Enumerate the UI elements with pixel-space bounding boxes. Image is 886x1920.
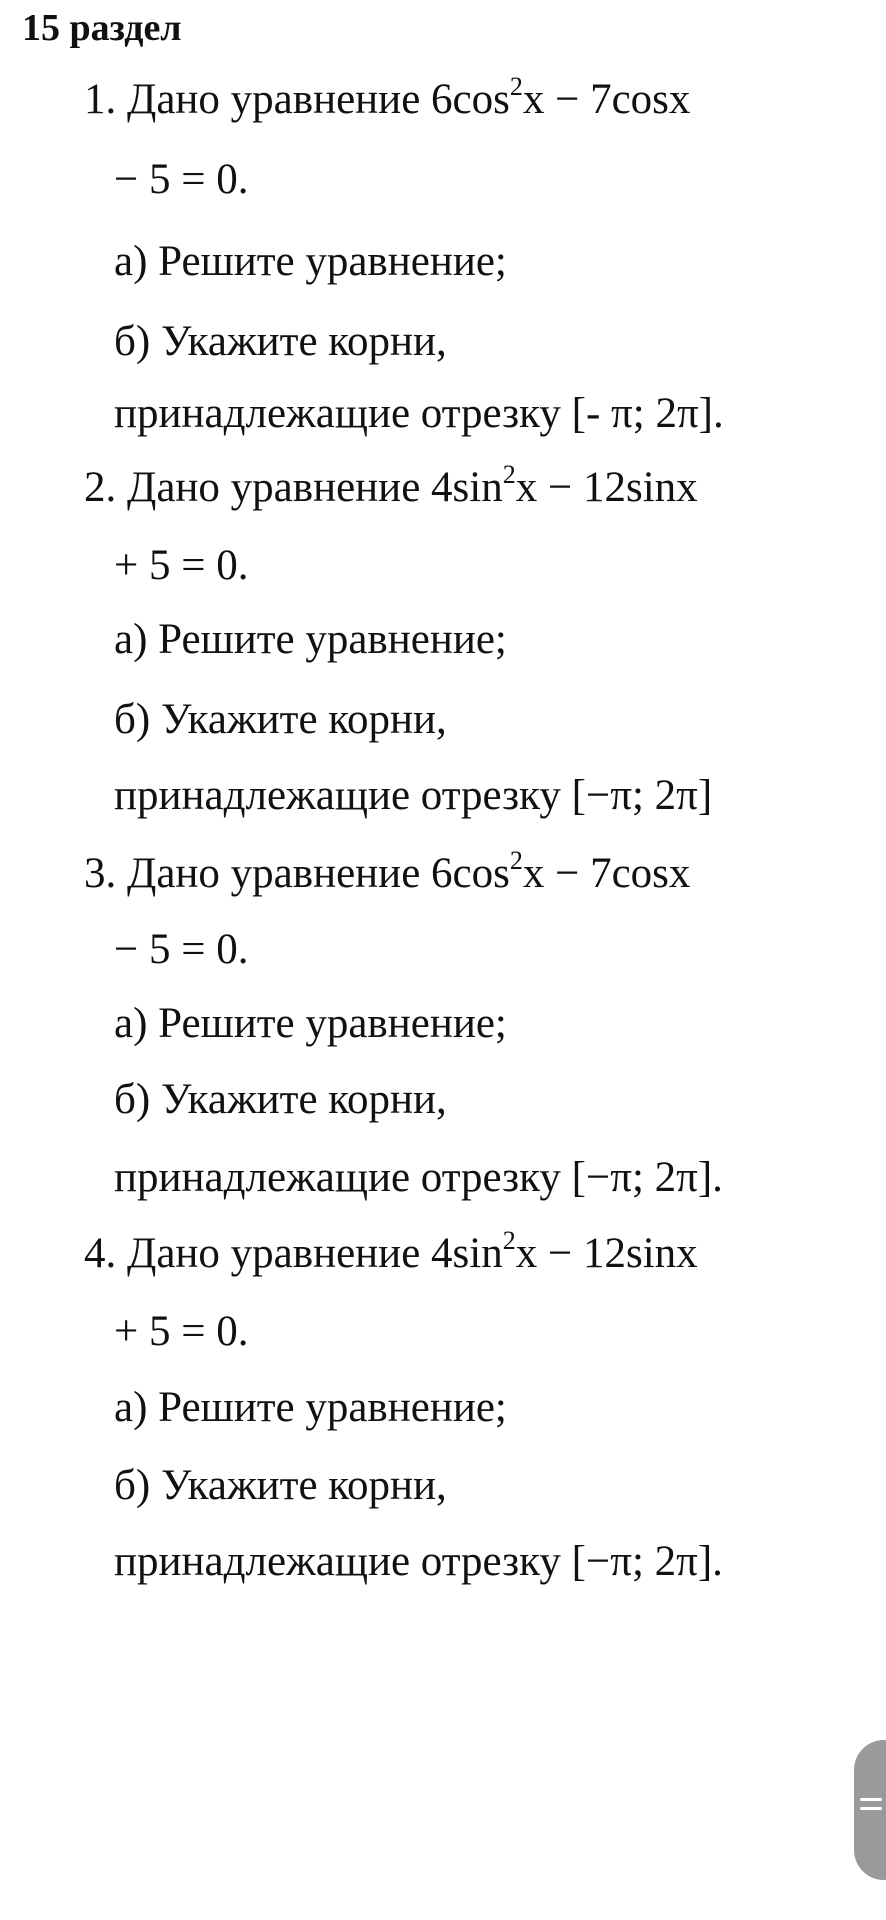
task-3-equation — [84, 845, 691, 900]
task-2-equation-prefix: 2. Дано уравнение 4sin — [84, 464, 503, 511]
task-1-exponent: 2 — [509, 71, 523, 101]
task-4-equation-continuation: + 5 = 0. — [114, 1308, 249, 1355]
task-3-equation-suffix: x − 7cosx — [522, 850, 691, 897]
task-1-equation-suffix: x − 7cosx — [522, 76, 691, 123]
task-4-exponent: 2 — [502, 1225, 516, 1255]
task-4-equation-suffix: x − 12sinx — [515, 1230, 698, 1277]
menu-lines-icon — [860, 1798, 882, 1820]
task-4-part-b: б) Укажите корни, — [114, 1462, 447, 1509]
task-2-exponent: 2 — [502, 459, 516, 489]
task-1-equation-continuation: − 5 = 0. — [114, 156, 249, 203]
task-3-part-b-interval: принадлежащие отрезку [−π; 2π]. — [114, 1154, 723, 1201]
section-title: 15 раздел — [22, 7, 182, 49]
task-3-exponent: 2 — [509, 845, 523, 875]
task-4-part-b-interval: принадлежащие отрезку [−π; 2π]. — [114, 1538, 723, 1585]
task-2-part-a: а) Решите уравнение; — [114, 616, 507, 663]
task-3-equation-continuation: − 5 = 0. — [114, 926, 249, 973]
task-1-part-b-interval: принадлежащие отрезку [- π; 2π]. — [114, 390, 724, 437]
task-4-part-a: а) Решите уравнение; — [114, 1384, 507, 1431]
task-2-equation-suffix: x − 12sinx — [515, 464, 698, 511]
task-1-equation — [84, 71, 691, 126]
task-1-part-a: а) Решите уравнение; — [114, 238, 507, 285]
task-1-part-b: б) Укажите корни, — [114, 318, 447, 365]
task-2-equation — [84, 459, 698, 514]
task-3-equation-prefix: 3. Дано уравнение 6cos — [84, 850, 510, 897]
task-2-equation-continuation: + 5 = 0. — [114, 542, 249, 589]
task-4-equation — [84, 1225, 698, 1280]
task-3-part-b: б) Укажите корни, — [114, 1076, 447, 1123]
task-3-part-a: а) Решите уравнение; — [114, 1000, 507, 1047]
task-1-equation-prefix: 1. Дано уравнение 6cos — [84, 76, 510, 123]
task-2-part-b: б) Укажите корни, — [114, 696, 447, 743]
task-4-equation-prefix: 4. Дано уравнение 4sin — [84, 1230, 503, 1277]
side-scroll-handle[interactable] — [854, 1740, 886, 1880]
task-2-part-b-interval: принадлежащие отрезку [−π; 2π] — [114, 772, 713, 819]
